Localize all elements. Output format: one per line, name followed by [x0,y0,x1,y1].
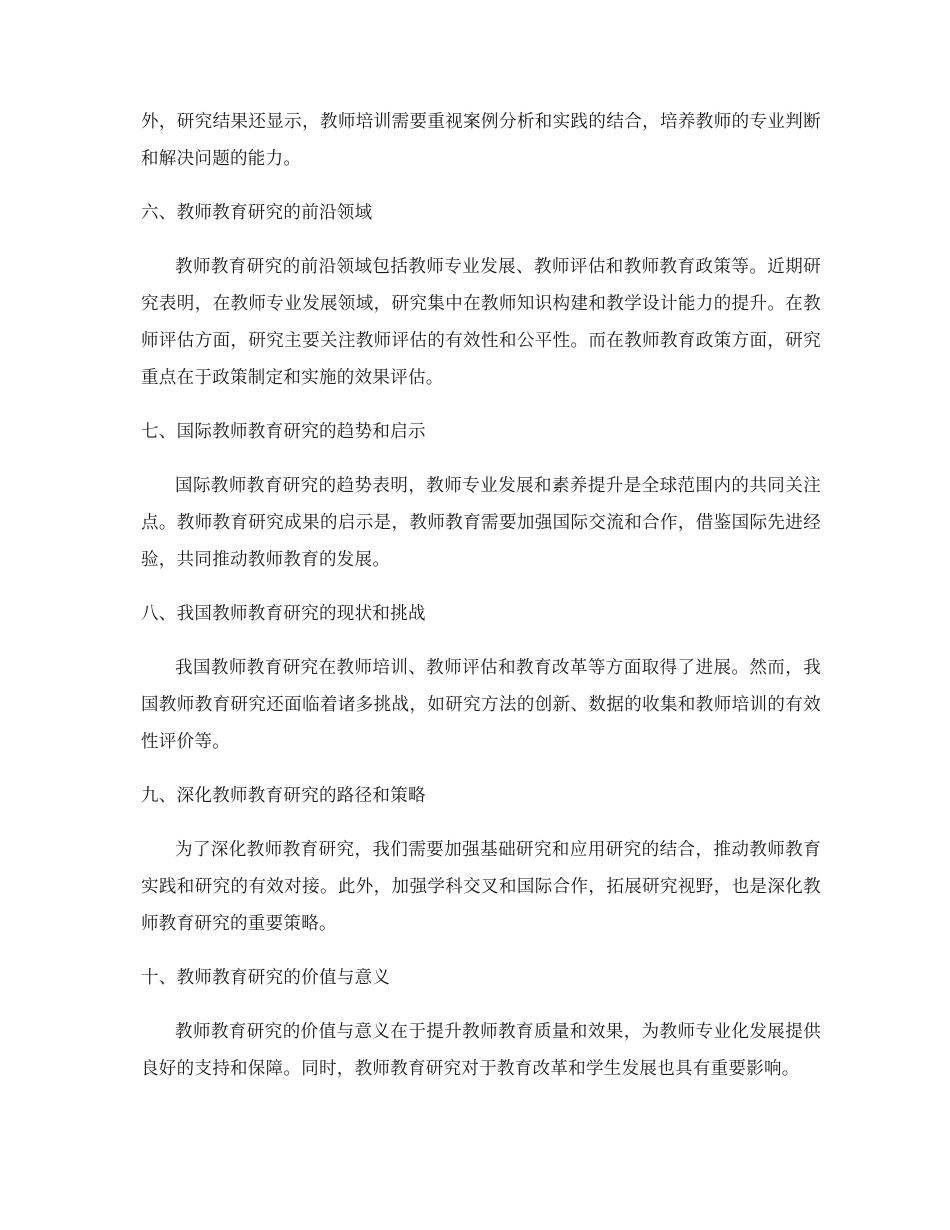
section-paragraph-7: 国际教师教育研究的趋势表明，教师专业发展和素养提升是全球范围内的共同关注点。教师教育研究成果的启示是，教师教育需要加强国际交流和合作，借鉴国际先进经验，共同推动教师教育的发展。 [141,476,821,570]
section-paragraph-9: 为了深化教师教育研究，我们需要加强基础研究和应用研究的结合，推动教师教育实践和研究的有效对接。此外，加强学科交叉和国际合作，拓展研究视野，也是深化教师教育研究的重要策略。 [141,840,821,934]
section-heading-10: 十、教师教育研究的价值与意义 [141,968,391,988]
section-heading-8: 八、我国教师教育研究的现状和挑战 [141,604,426,624]
section-heading-9: 九、深化教师教育研究的路径和策略 [141,786,426,806]
paragraph-continuation: 外，研究结果还显示，教师培训需要重视案例分析和实践的结合，培养教师的专业判断和解决问题的能力。 [141,112,821,169]
section-paragraph-10: 教师教育研究的价值与意义在于提升教师教育质量和效果，为教师专业化发展提供良好的支持和保障。同时，教师教育研究对于教育改革和学生发展也具有重要影响。 [141,1022,821,1079]
section-heading-6: 六、教师教育研究的前沿领域 [141,203,373,223]
section-heading-7: 七、国际教师教育研究的趋势和启示 [141,422,426,442]
document-body [141,104,821,1105]
section-paragraph-6: 教师教育研究的前沿领域包括教师专业发展、教师评估和教师教育政策等。近期研究表明，在教师专业发展领域，研究集中在教师知识构建和教学设计能力的提升。在教师评估方面，研究主要关注教师评估的有效性和公平性。而在教师教育政策方面，研究重点在于政策制定和实施的效果评估。 [141,257,821,388]
section-paragraph-8: 我国教师教育研究在教师培训、教师评估和教育改革等方面取得了进展。然而，我国教师教育研究还面临着诸多挑战，如研究方法的创新、数据的收集和教师培训的有效性评价等。 [141,658,821,752]
